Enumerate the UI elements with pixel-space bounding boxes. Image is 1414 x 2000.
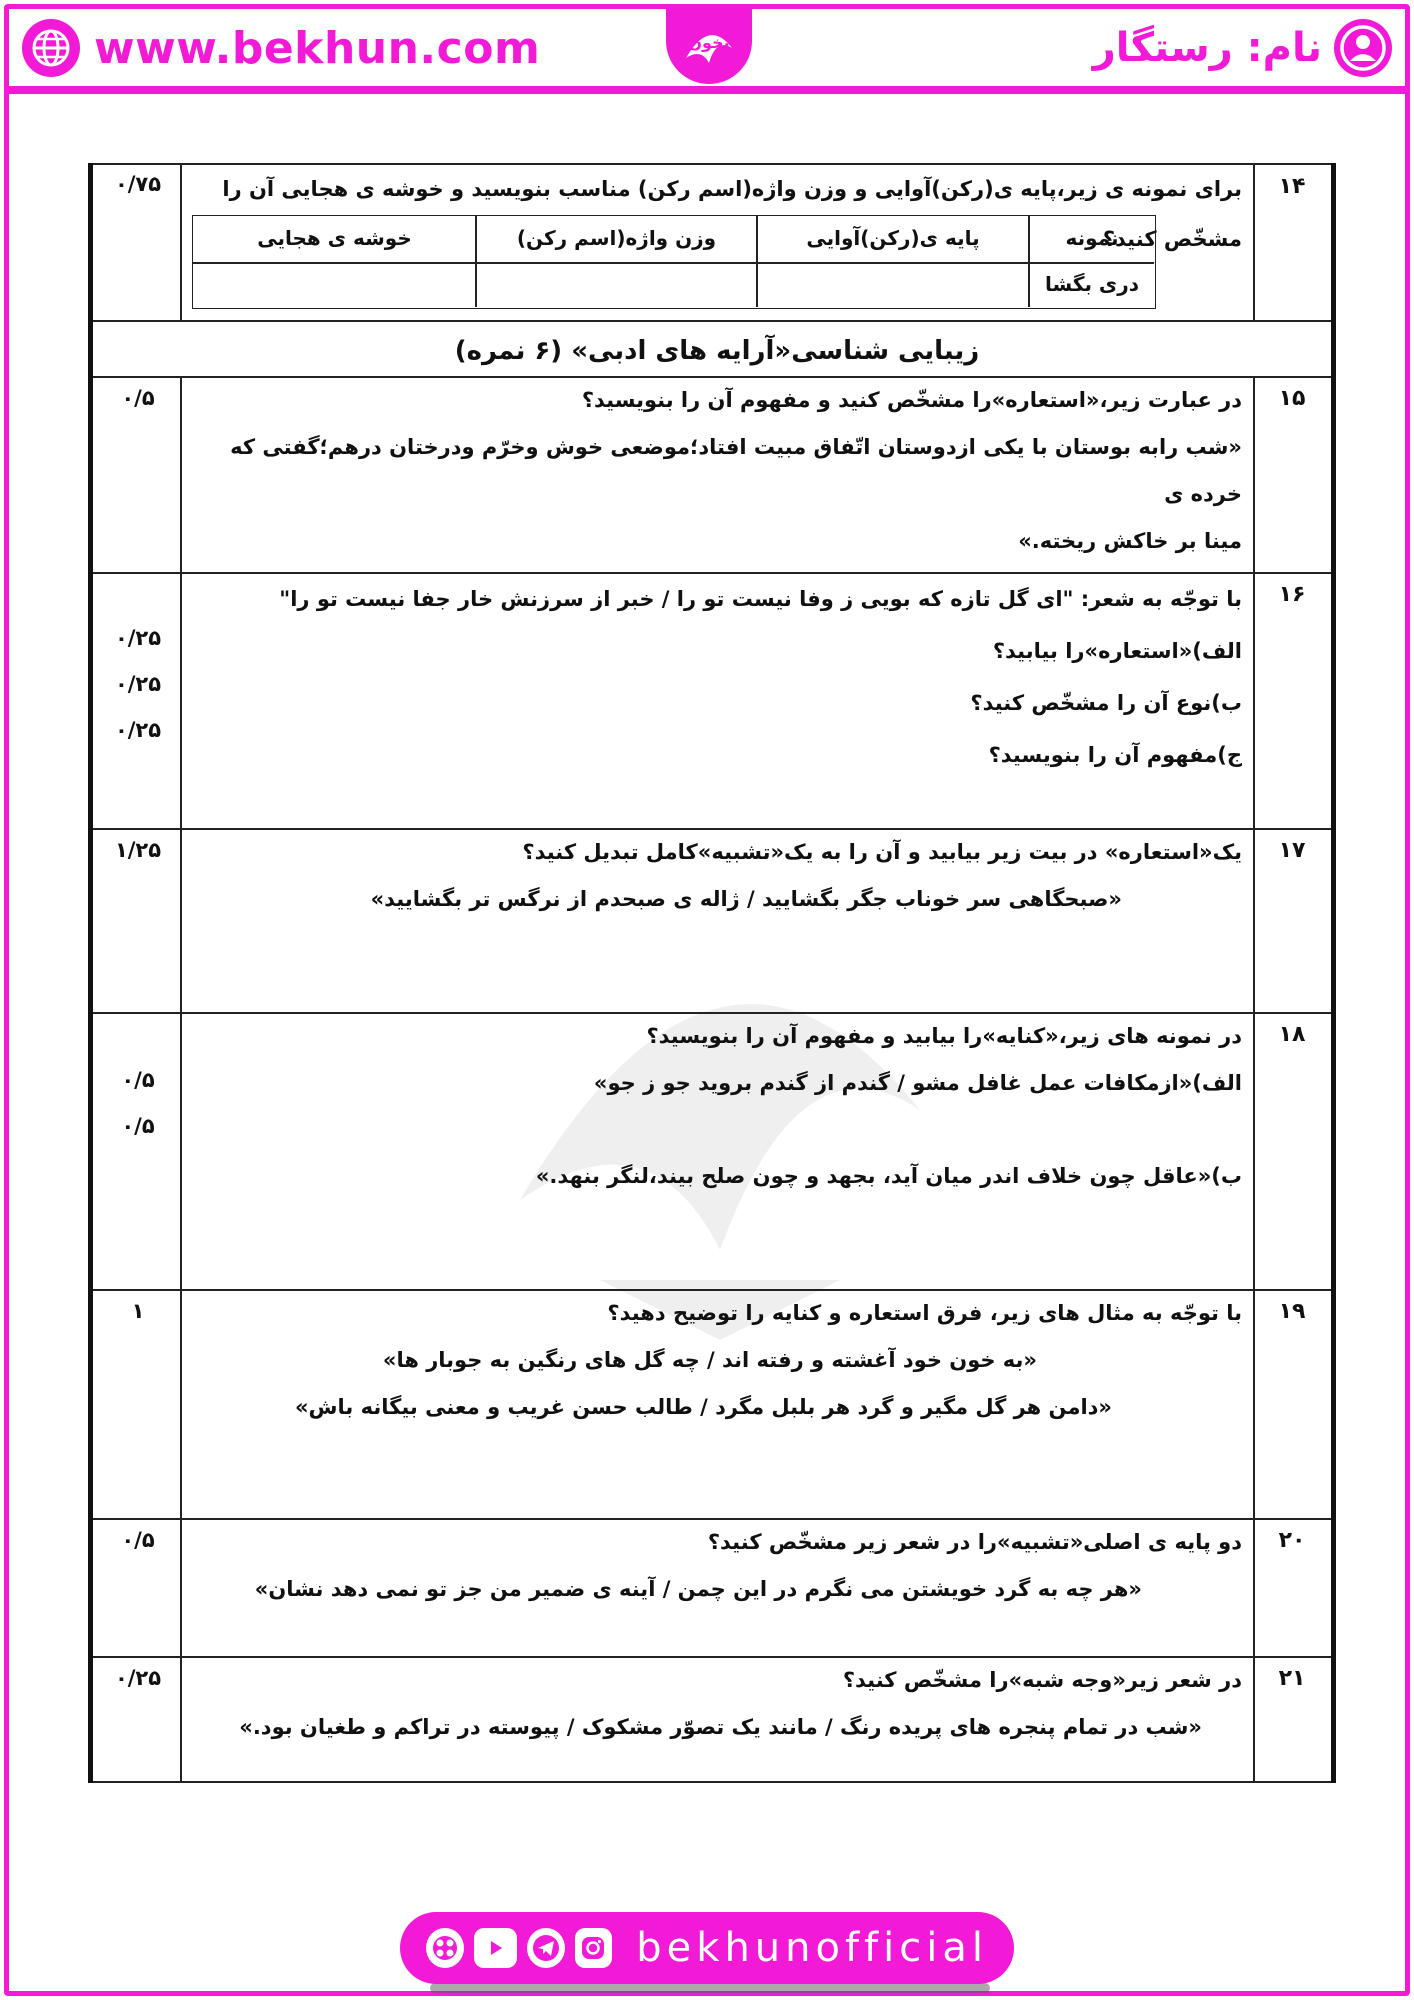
question-line: دو پایه ی اصلی«تشبیه»را در شعر زیر مشخّص کنید؟: [707, 1530, 1242, 1554]
telegram-icon[interactable]: [527, 1928, 565, 1968]
table-header: خوشه ی هجایی: [257, 226, 412, 250]
table-cell: دری بگشا: [1044, 272, 1140, 296]
question-text: [202, 573, 1242, 781]
answer-cell[interactable]: [757, 262, 1029, 308]
question-number: ۱۹: [1278, 1299, 1306, 1324]
question-score: ۰/۲۵: [114, 672, 162, 696]
user-icon: [1334, 19, 1392, 77]
row-divider: [193, 262, 1154, 264]
question-number: ۲۰: [1278, 1528, 1306, 1553]
logo-text: بخون: [688, 33, 730, 52]
section-title: زیبایی شناسی«آرایه های ادبی» (۶ نمره): [454, 336, 980, 366]
question-text: [202, 377, 1242, 565]
question-score: ۱: [131, 1299, 145, 1323]
question-number: ۱۵: [1278, 386, 1306, 411]
question-line: در شعر زیر«وجه شبه»را مشخّص کنید؟: [842, 1668, 1242, 1692]
question-line: «صبحگاهی سر خوناب جگر بگشایید / ژاله ی صبحدم از نرگس تر بگشایید»: [370, 887, 1122, 911]
social-handle[interactable]: bekhunofficial: [636, 1925, 988, 1971]
aparat-icon[interactable]: [426, 1928, 464, 1968]
table-border-left: [88, 163, 93, 1783]
row-divider: [93, 1781, 1331, 1783]
question-line: الف)«ازمکافات عمل غافل مشو / گندم از گندم بروید جو ز جو»: [593, 1071, 1242, 1095]
question-number: ۲۱: [1278, 1666, 1306, 1691]
question-line: «به خون خود آغشته و رفته اند / چه گل های رنگین به جوبار ها»: [382, 1348, 1037, 1372]
table-border-right: [1331, 163, 1336, 1783]
student-name: [1093, 18, 1392, 78]
answer-table: [192, 215, 1156, 309]
site-link[interactable]: [22, 18, 540, 78]
question-line: «دامن هر گل مگیر و گرد هر بلبل مگرد / طالب حسن غریب و معنی بیگانه باش»: [294, 1395, 1112, 1419]
globe-icon: [22, 19, 80, 77]
question-line: مینا بر خاکش ریخته.»: [1018, 529, 1242, 553]
name-label: نام: رستگار: [1092, 25, 1322, 71]
question-line: با توجّه به شعر: "ای گل تازه که بویی ز وفا نیست تو را / خبر از سرزنش خار جفا نیست تو را": [279, 587, 1242, 611]
question-text: [202, 1290, 1242, 1431]
question-line: یک«استعاره» در بیت زیر بیابید و آن را به یک«تشبیه»کامل تبدیل کنید؟: [522, 840, 1242, 864]
site-url[interactable]: www.bekhun.com: [94, 22, 541, 74]
question-score: ۰/۵: [121, 1114, 155, 1138]
question-score: ۰/۲۵: [114, 718, 162, 742]
question-line: با توجّه به مثال های زیر، فرق استعاره و کنایه را توضیح دهید؟: [607, 1301, 1242, 1325]
table-header: وزن واژه(اسم رکن): [516, 226, 717, 250]
column-divider: [180, 376, 182, 1781]
question-line: «شب در تمام پنجره های پریده رنگ / مانند یک تصوّر مشکوک / پیوسته در تراکم و طغیان بود.»: [239, 1715, 1202, 1739]
question-line: ب)«عاقل چون خلاف اندر میان آید، بجهد و چون صلح بیند،لنگر بنهد.»: [535, 1164, 1242, 1188]
question-line: ب)نوع آن را مشخّص کنید؟: [970, 691, 1242, 715]
question-score: ۰/۲۵: [114, 1666, 162, 1690]
question-score: ۰/۷۵: [114, 172, 162, 196]
youtube-icon[interactable]: [474, 1928, 517, 1968]
question-number: ۱۴: [1278, 174, 1306, 199]
question-score: ۰/۵: [121, 1528, 155, 1552]
question-text: [202, 1657, 1242, 1751]
question-line: در عبارت زیر،«استعاره»را مشخّص کنید و مفهوم آن را بنویسید؟: [581, 388, 1242, 412]
question-line: «شب رابه بوستان با یکی ازدوستان اتّفاق مبیت افتاد؛موضعی خوش وخرّم ودرختان درهم؛گفتی که خرده ی: [230, 435, 1242, 506]
logo-icon: [666, 8, 752, 84]
social-footer: [400, 1912, 1014, 1984]
row-divider: [93, 320, 1331, 322]
question-score: ۰/۵: [121, 386, 155, 410]
table-header: نمونه: [1065, 226, 1119, 250]
footer-shadow: [430, 1983, 990, 1993]
question-number: ۱۸: [1278, 1022, 1306, 1047]
table-header: پایه ی(رکن)آوایی: [806, 226, 980, 250]
question-text: برای نمونه ی زیر،پایه ی(رکن)آوایی و وزن واژه(اسم رکن) مناسب بنویسید و خوشه ی هجایی آن را مشخّص کنید؟: [222, 177, 1242, 251]
spacer: [202, 1107, 1242, 1153]
header-divider: [9, 86, 1405, 94]
question-line: در نمونه های زیر،«کنایه»را بیابید و مفهوم آن را بنویسید؟: [646, 1024, 1242, 1048]
question-line: الف)«استعاره»را بیابید؟: [992, 639, 1242, 663]
question-number: ۱۶: [1278, 582, 1306, 607]
question-score: ۰/۵: [121, 1068, 155, 1092]
question-text: [202, 1013, 1242, 1200]
question-score: ۱/۲۵: [114, 838, 162, 862]
instagram-icon[interactable]: [575, 1928, 613, 1968]
question-number: ۱۷: [1278, 838, 1306, 863]
question-line: «هر چه به گرد خویشتن می نگرم در این چمن / آینه ی ضمیر من جز تو نمی دهد نشان»: [254, 1577, 1142, 1601]
question-text: [202, 1519, 1242, 1613]
question-score: ۰/۲۵: [114, 626, 162, 650]
answer-cell[interactable]: [193, 262, 476, 308]
answer-cell[interactable]: [476, 262, 757, 308]
question-text: [202, 829, 1242, 923]
question-line: ج)مفهوم آن را بنویسید؟: [988, 743, 1242, 767]
